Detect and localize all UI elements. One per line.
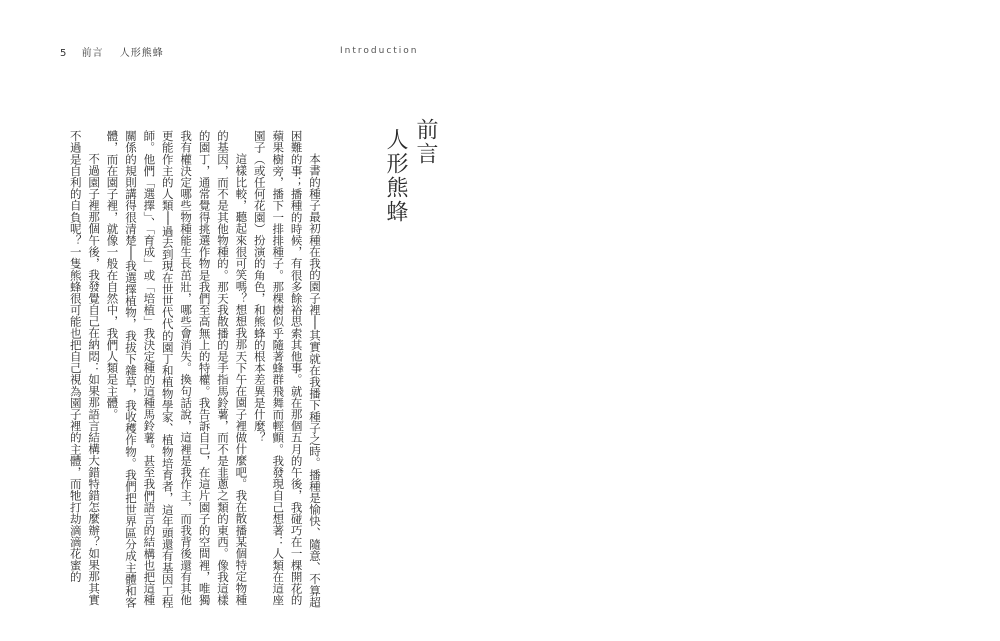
chapter-title-line2: 人形熊蜂: [383, 128, 408, 224]
chapter-title-line1: 前言: [413, 118, 438, 166]
running-header: [60, 44, 164, 59]
paragraph: 本書的種子最初種在我的園子裡──其實就在我播下種子之時。播種是愉快、隨意、不算超困難的事；播種的時候，有很多餘裕思索其他事。就在那個五月的午後，我碰巧在一棵開花的蘋果樹旁，播下一排排種子。那棵樹似乎隨著蜂群飛舞而輕顫。我發現自己想著：人類在這座園子（或任何花園）扮演的角色，和熊蜂的根本差異是什麼？: [252, 130, 322, 608]
chapter-title: [380, 118, 440, 318]
header-subtitle: 人形熊蜂: [119, 48, 164, 59]
page-number: 5: [60, 48, 68, 59]
header-chapter: 前言: [81, 48, 104, 59]
body-text: [66, 130, 324, 610]
paragraph: 這樣比較，聽起來很可笑嗎？想想我那天下午在園子裡做什麼吧。我在散播某個特定物種的基因，而不是其他物種的。那天我散播的是手指馬鈴薯，而不是韭蔥之類的東西。像我這樣的園丁，通常覺得挑選作物是我們至高無上的特權。我告訴自己，在這片園子的空間裡，唯獨我有權決定哪些物種能生長茁壯，哪些會消失。換句話說，這裡是我作主，而我背後還有其他更能作主的人類──過去到現在世世代代的園丁和植物學家、植物培育者，這年頭還有基因工程師。他們「選擇」、「育成」或「培植」我決定種的這種馬鈴薯。甚至我們語言的結構也把這種關係的規則講得很清楚──我選擇植物，我拔下雜草，我收穫作物。我們把世界區分成主體和客體，而在園子裡，就像一般在自然中，我們人類是主體。: [105, 130, 249, 609]
paragraph: 不過園子裡那個午後，我發覺自己在納悶：如果那語言結構大錯特錯怎麼辦？如果那其實不過是自利的自負呢？一隻熊蜂很可能也把自己視為園子裡的主體，而牠打劫滴滴花蜜的: [68, 130, 102, 606]
section-label: Introduction: [340, 46, 419, 56]
